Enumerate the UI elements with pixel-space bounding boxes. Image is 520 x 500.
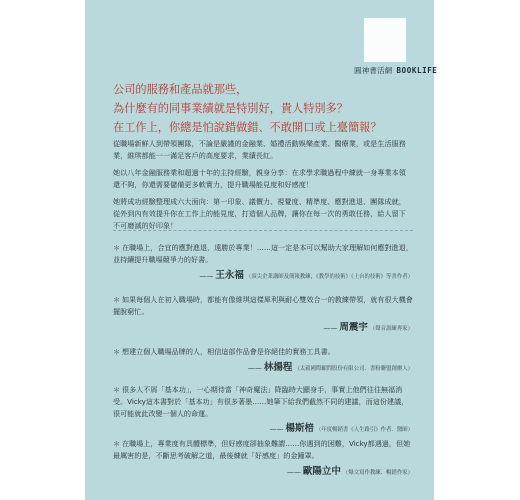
testimonial-signature [113,359,413,373]
testimonial-signature [113,420,413,434]
endorser-title: （太毅國際顧問股份有限公司．書粉聯盟創辦人） [294,365,413,372]
headline-line: 公司的服務和產品就那些， [113,83,248,96]
testimonial-signature [113,267,413,281]
publisher-name: 圓神書活網 [354,66,393,75]
quote-text: 在職場上，合宜的應對進退，遠勝於專業！……這一定是本可以幫助大家理解如何應對進退，並持續提升職場競爭力的好書。 [113,243,413,264]
headline-line: 為什麼有的同事業績就是特別好，貴人特別多？ [113,102,348,115]
testimonial-quote [113,346,413,358]
endorser-name: 王永福 [215,269,244,281]
signature-dash: —— [269,425,284,434]
testimonial [113,438,413,477]
endorser-title: （頂尖企業講師及簡報教練，《教學的技術》《上台的技術》等書作者） [245,273,413,280]
endorser-title: （爆文寫作教練．暢銷作家） [342,469,413,476]
intro-paragraph: 她將成功經驗整理成六大面向：第一印象、議價力、視覺度、精準度、應對進退、團隊成就，從外到內有效提升你在工作上的能見度，打造個人品牌，讓你在每一次的勇敢任務，給人留下不可磨滅的好印象！ [113,197,406,230]
endorser-title: （年度暢銷書《人生路引》作者．醫師） [315,427,413,434]
bullet-mark: ＊ [113,347,121,356]
endorser-name: 楊斯棓 [285,423,314,435]
bullet-mark: ＊ [113,295,121,304]
bullet-mark: ＊ [113,385,121,394]
testimonial [113,294,413,333]
testimonial [113,384,413,434]
headline [113,80,413,137]
quote-text: 想建立個人職場品牌的人，相信這部作品會是你絕佳的實務工具書。 [122,347,335,356]
bullet-mark: ＊ [113,439,121,448]
testimonial-signature [113,463,413,477]
endorser-name: 林揚程 [263,361,293,373]
testimonial [113,346,413,373]
publisher-brand [354,65,437,76]
publisher-logo-text: BOOKLIFE [396,66,438,75]
testimonial-signature [113,319,413,333]
intro-text [113,138,413,237]
testimonial-quote [113,294,413,318]
quote-text: 在職場上，專業度有具體標準，但好感度卻抽象難謂……你遇到的困難，Vicky都遇過，但她最厲害的是，不斷思考破解之道，最後練就「好感度」的金鐘罩。 [113,439,411,460]
section-divider [113,230,413,231]
logo-panel [364,18,406,62]
endorser-name: 周震宇 [339,321,368,333]
signature-dash: —— [199,271,214,280]
signature-dash: —— [247,363,262,372]
intro-paragraph: 從職場新鮮人到帶領團隊，不論是嚴謹的金融業、婚禮活動娛樂產業、醫療業，或是生活服務業，維琪都能一一滿足客戶的高度要求，業績長紅。 [113,139,406,160]
testimonial-quote [113,438,413,462]
endorser-title: （聲音訓練專家） [369,325,413,332]
testimonial [113,242,413,281]
bullet-mark: ＊ [113,243,121,252]
endorser-name: 歐陽立中 [302,465,341,477]
quote-text: 如果每個人在初入職場時，都能有像維琪這樣犀利與耐心雙效合一的教練帶領，就有很大機會擺脫窮忙。 [113,295,413,316]
quote-text: 很多人不屑「基本功」，一心期待當「神奇魔法」降臨時大顯身手，事實上他們往往無福消受。Vicky這本書對於「基本功」有很多著墨……她筆下給我們截然不同的建議，而這份建議，很可能就此改變一個人的命運。 [113,385,409,418]
testimonial-quote [113,384,413,419]
intro-paragraph: 她以八年金融服務業和超過十年的主持經驗，親身分享：在求學求職過程中練就一身專業本領還不夠，你還需要儲備更多軟實力，提升職場能見度和好感度！ [113,168,406,189]
testimonial-quote [113,242,413,266]
headline-line: 在工作上，你總是怕說錯做錯、不敢開口或上臺簡報？ [113,121,382,134]
signature-dash: —— [286,467,301,476]
signature-dash: —— [323,323,338,332]
